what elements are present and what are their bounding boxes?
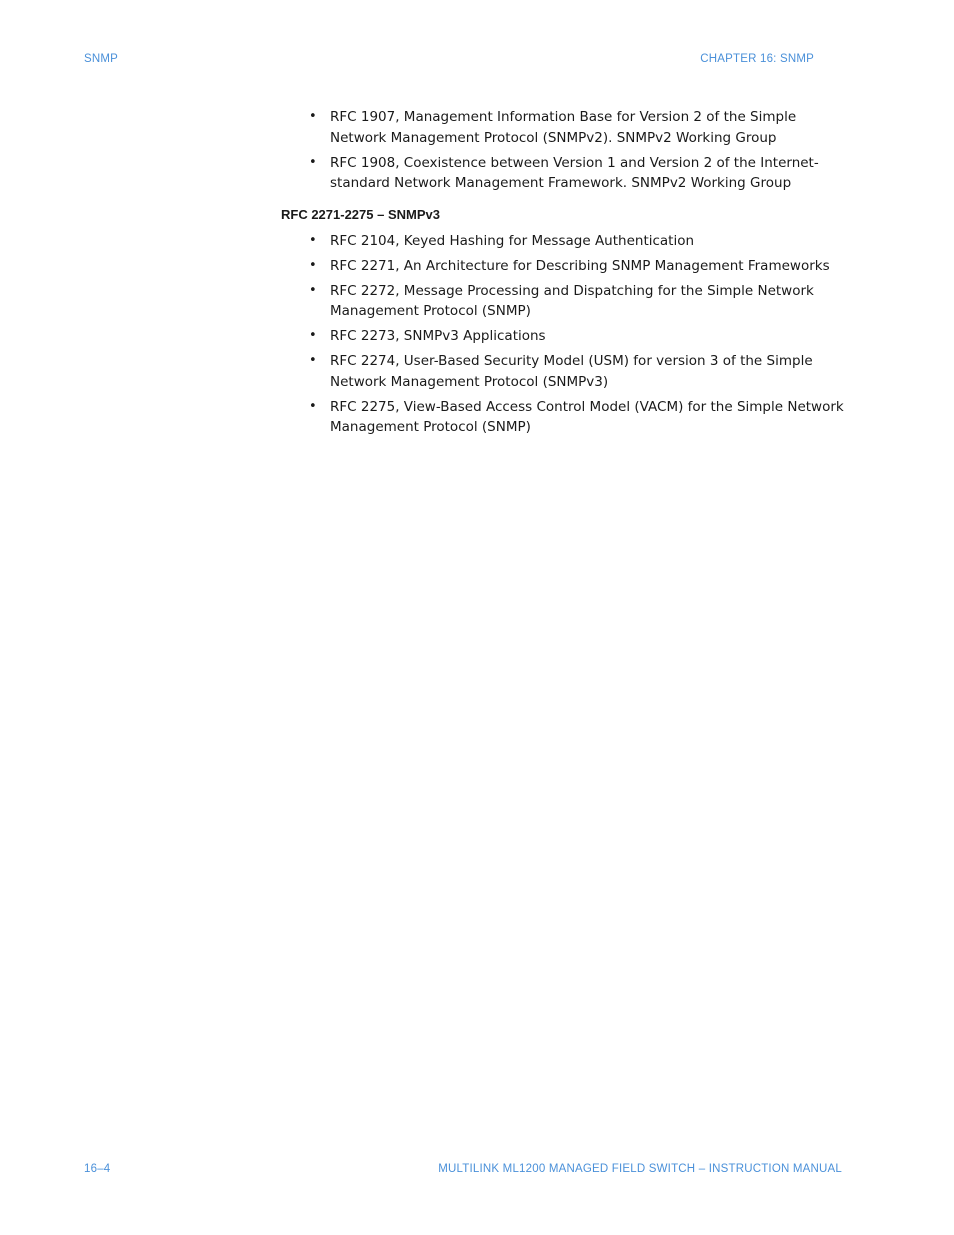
running-header <box>84 53 814 65</box>
list-item: • RFC 1907, Management Information Base for Version 2 of the Simple Network Management Protocol (SNMPv2). SNMPv2 Working Group <box>309 109 797 146</box>
list-item: • RFC 2274, User-Based Security Model (USM) for version 3 of the Simple Network Management Protocol (SNMPv3) <box>309 353 813 390</box>
bullet-icon: • <box>309 257 317 273</box>
bullet-icon: • <box>309 109 317 124</box>
list-item: • RFC 2275, View-Based Access Control Model (VACM) for the Simple Network Management Protocol (SNMP) <box>309 398 844 435</box>
bullet-icon: • <box>309 154 317 170</box>
manual-title: MULTILINK ML1200 MANAGED FIELD SWITCH – INSTRUCTION MANUAL <box>438 1163 842 1175</box>
snmpv3-rfc-list <box>281 231 846 438</box>
list-item: • RFC 2271, An Architecture for Describing SNMP Management Frameworks <box>330 256 846 277</box>
list-item: • RFC 2273, SNMPv3 Applications <box>330 326 846 347</box>
bullet-icon: • <box>309 353 317 368</box>
page-number: 16–4 <box>84 1163 111 1175</box>
snmpv2-rfc-list <box>281 107 846 194</box>
bullet-icon: • <box>309 282 317 298</box>
list-item: • RFC 1908, Coexistence between Version 1 and Version 2 of the Internet-standard Network Management Framework. SNMPv2 Working Group <box>309 154 819 191</box>
bullet-icon: • <box>309 328 317 343</box>
running-footer <box>84 1163 842 1175</box>
header-section: SNMP <box>84 53 119 65</box>
main-content <box>281 107 846 442</box>
header-chapter: CHAPTER 16: SNMP <box>700 53 814 65</box>
list-item: • RFC 2272, Message Processing and Dispatching for the Simple Network Management Protocol (SNMP) <box>309 282 814 319</box>
bullet-icon: • <box>309 232 317 248</box>
section-heading-snmpv3: RFC 2271-2275 – SNMPv3 <box>281 206 440 222</box>
list-item: • RFC 2104, Keyed Hashing for Message Authentication <box>330 231 846 252</box>
bullet-icon: • <box>309 398 317 414</box>
